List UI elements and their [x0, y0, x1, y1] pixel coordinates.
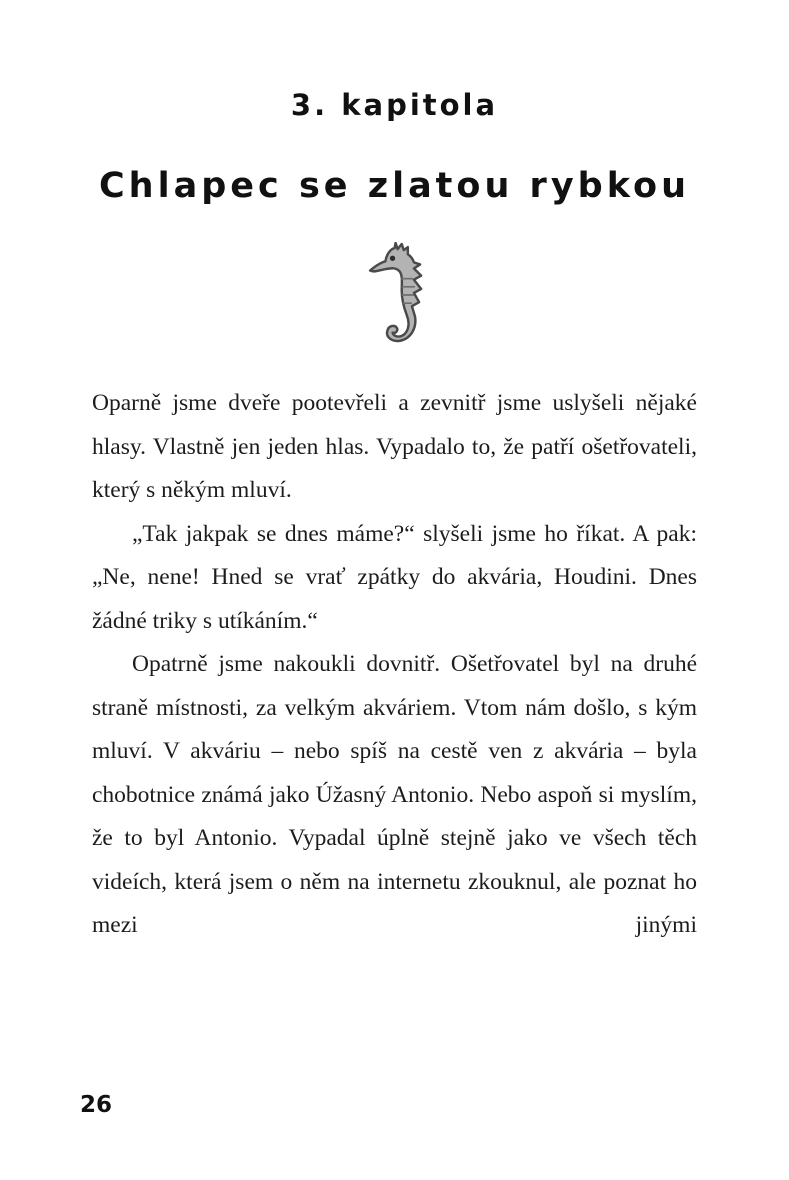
- paragraph-3: Opatrně jsme nakoukli dovnitř. Ošetřovatel byl na druhé straně místnosti, za velkým akváriem. Vtom nám došlo, s kým mluví. V akváriu – nebo spíš na cestě ven z akvária – byla chobotnice známá jako Úžasný Antonio. Nebo aspoň si myslím, že to byl Antonio. Vypadal úplně stejně jako ve všech těch videích, která jsem o něm na internetu zkouknul, ale poznat ho mezi jinými: [92, 651, 697, 938]
- seahorse-icon: [363, 335, 426, 352]
- body-text: [92, 382, 697, 948]
- page-number: 26: [80, 1092, 113, 1118]
- chapter-label: 3. kapitola: [290, 88, 499, 122]
- chapter-title: Chlapec se zlatou rybkou: [99, 166, 690, 206]
- paragraph-1: Oparně jsme dveře pootevřeli a zevnitř jsme uslyšeli nějaké hlasy. Vlastně jen jeden hlas. Vypadalo to, že patří ošetřovateli, který s někým mluví.: [92, 390, 697, 503]
- chapter-illustration: [92, 242, 697, 354]
- paragraph-2: „Tak jakpak se dnes máme?“ slyšeli jsme ho říkat. A pak: „Ne, nene! Hned se vrať zpátky do akvária, Houdini. Dnes žádné triky s utíkáním.“: [92, 520, 697, 634]
